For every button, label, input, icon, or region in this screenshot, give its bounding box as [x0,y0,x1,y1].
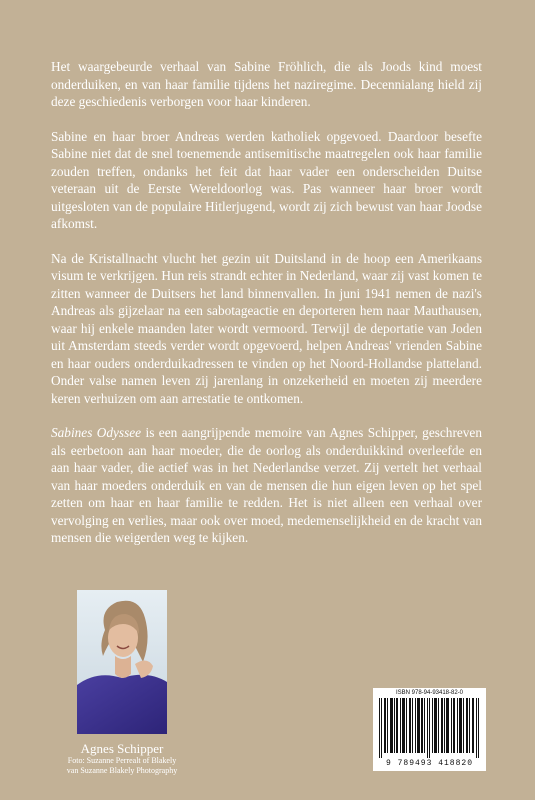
isbn-barcode [373,688,486,771]
book-title: Sabines Odyssee [51,425,142,440]
photo-credit-line-2: van Suzanne Blakely Photography [66,766,178,775]
back-cover-blurb [51,58,482,547]
paragraph-3: Na de Kristallnacht vlucht het gezin uit Duitsland in de hoop een Amerikaans visum te verkrijgen. Hun reis strandt echter in Nederland, waar zij vast komen te zitten wanneer de Duitsers het land binnenvallen. In juni 1941 nemen de nazi's Andreas als gijzelaar na een sabotageactie en deporteren hem naar Mauthausen, waar hij enkele maanden later wordt vermoord. Terwijl de deportatie van Joden uit Amsterdam steeds verder wordt opgevoerd, helpen Andreas' vrienden Sabine en haar ouders onderduikadressen te vinden op het Noord-Hollandse platteland. Onder valse namen leven zij jarenlang in onzekerheid en moeten zij meerdere keren verhuizen om aan arrestatie te ontkomen. [51,250,482,406]
isbn-digits: 9 789493 418820 [385,759,473,768]
author-caption [50,741,194,776]
barcode-bars-graphic [379,698,480,758]
author-name: Agnes Schipper [80,741,164,756]
paragraph-1: Het waargebeurde verhaal van Sabine Fröhlich, die als Joods kind moest onderduiken, en van haar familie tijdens het naziregime. Decennialang hield zij deze geschiedenis verborgen voor haar kinderen. [51,59,482,109]
author-photo [77,590,167,734]
paragraph-4 [51,424,482,547]
paragraph-4-text: is een aangrijpende memoire van Agnes Schipper, geschreven als eerbetoon aan haar moeder, die de oorlog als onderduikkind overleefde en aan haar vader, die actief was in het Nederlandse verzet. Zij vertelt het verhaal van haar moeders onderduik en van de mensen die hun eigen leven op het spel zetten om haar en haar familie te redden. Het is niet alleen een verhaal over vervolging en verlies, maar ook over moed, medemenselijkheid en de kracht van mensen die weigerden weg te kijken. [51,425,482,545]
photo-credit-line-1: Foto: Suzanne Perrealt of Blakely [67,756,177,765]
paragraph-2: Sabine en haar broer Andreas werden katholiek opgevoed. Daardoor besefte Sabine niet dat de snel toenemende antisemitische maatregelen ook haar familie zouden treffen, ondanks het feit dat haar vader een onderscheiden Duitse veteraan uit de Eerste Wereldoorlog was. Pas wanneer haar broer wordt uitgesloten van de populaire Hitlerjugend, wordt zij zich bewust van haar Joodse afkomst. [51,128,482,231]
isbn-label: ISBN 978-94-93418-82-0 [395,690,464,696]
